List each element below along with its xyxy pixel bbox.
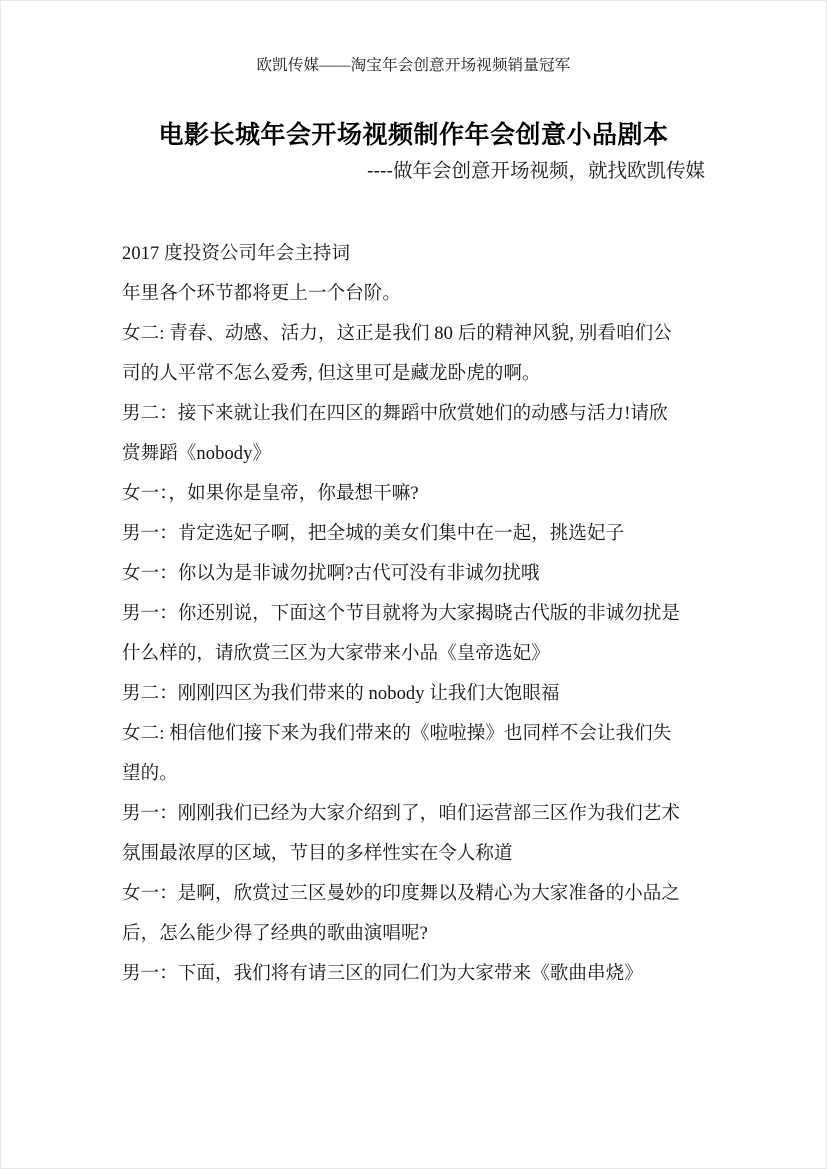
document-line: 男二：刚刚四区为我们带来的 nobody 让我们大饱眼福 bbox=[122, 684, 560, 704]
document-line: 男一：肯定选妃子啊，把全城的美女们集中在一起，挑选妃子 bbox=[122, 524, 625, 544]
document-line: 男一：刚刚我们已经为大家介绍到了，咱们运营部三区作为我们艺术 bbox=[122, 804, 681, 824]
document-line: 女二: 相信他们接下来为我们带来的《啦啦操》也同样不会让我们失 bbox=[122, 724, 672, 744]
document-line: 年里各个环节都将更上一个台阶。 bbox=[122, 284, 402, 304]
document-line: 男一：下面，我们将有请三区的同仁们为大家带来《歌曲串烧》 bbox=[122, 964, 643, 984]
document-line: 2017 度投资公司年会主持词 bbox=[122, 244, 351, 264]
document-line: 男一：你还别说，下面这个节目就将为大家揭晓古代版的非诚勿扰是 bbox=[122, 604, 681, 624]
document-line: 司的人平常不怎么爱秀, 但这里可是藏龙卧虎的啊。 bbox=[122, 364, 541, 384]
document-line: 望的。 bbox=[122, 764, 178, 784]
document-line: 女一：你以为是非诚勿扰啊?古代可没有非诚勿扰哦 bbox=[122, 564, 540, 584]
document-line: 赏舞蹈《nobody》 bbox=[122, 444, 272, 464]
document-body bbox=[122, 234, 712, 994]
document-line: 什么样的，请欣赏三区为大家带来小品《皇帝选妃》 bbox=[122, 644, 550, 664]
document-line: 后，怎么能少得了经典的歌曲演唱呢? bbox=[122, 924, 428, 944]
document-line: 女一：，如果你是皇帝，你最想干嘛? bbox=[122, 484, 419, 504]
page-title: 电影长城年会开场视频制作年会创意小品剧本 bbox=[158, 121, 669, 149]
document-line: 女一：是啊，欣赏过三区曼妙的印度舞以及精心为大家准备的小品之 bbox=[122, 884, 681, 904]
document-line: 男二：接下来就让我们在四区的舞蹈中欣赏她们的动感与活力!请欣 bbox=[122, 404, 668, 424]
running-head: 欧凯传媒——淘宝年会创意开场视频销量冠军 bbox=[256, 57, 571, 74]
document-line: 女二: 青春、动感、活力，这正是我们 80 后的精神风貌, 别看咱们公 bbox=[122, 324, 672, 344]
document-subtitle: ----做年会创意开场视频，就找欧凯传媒 bbox=[367, 160, 705, 182]
document-line: 氛围最浓厚的区域，节目的多样性实在令人称道 bbox=[122, 844, 513, 864]
